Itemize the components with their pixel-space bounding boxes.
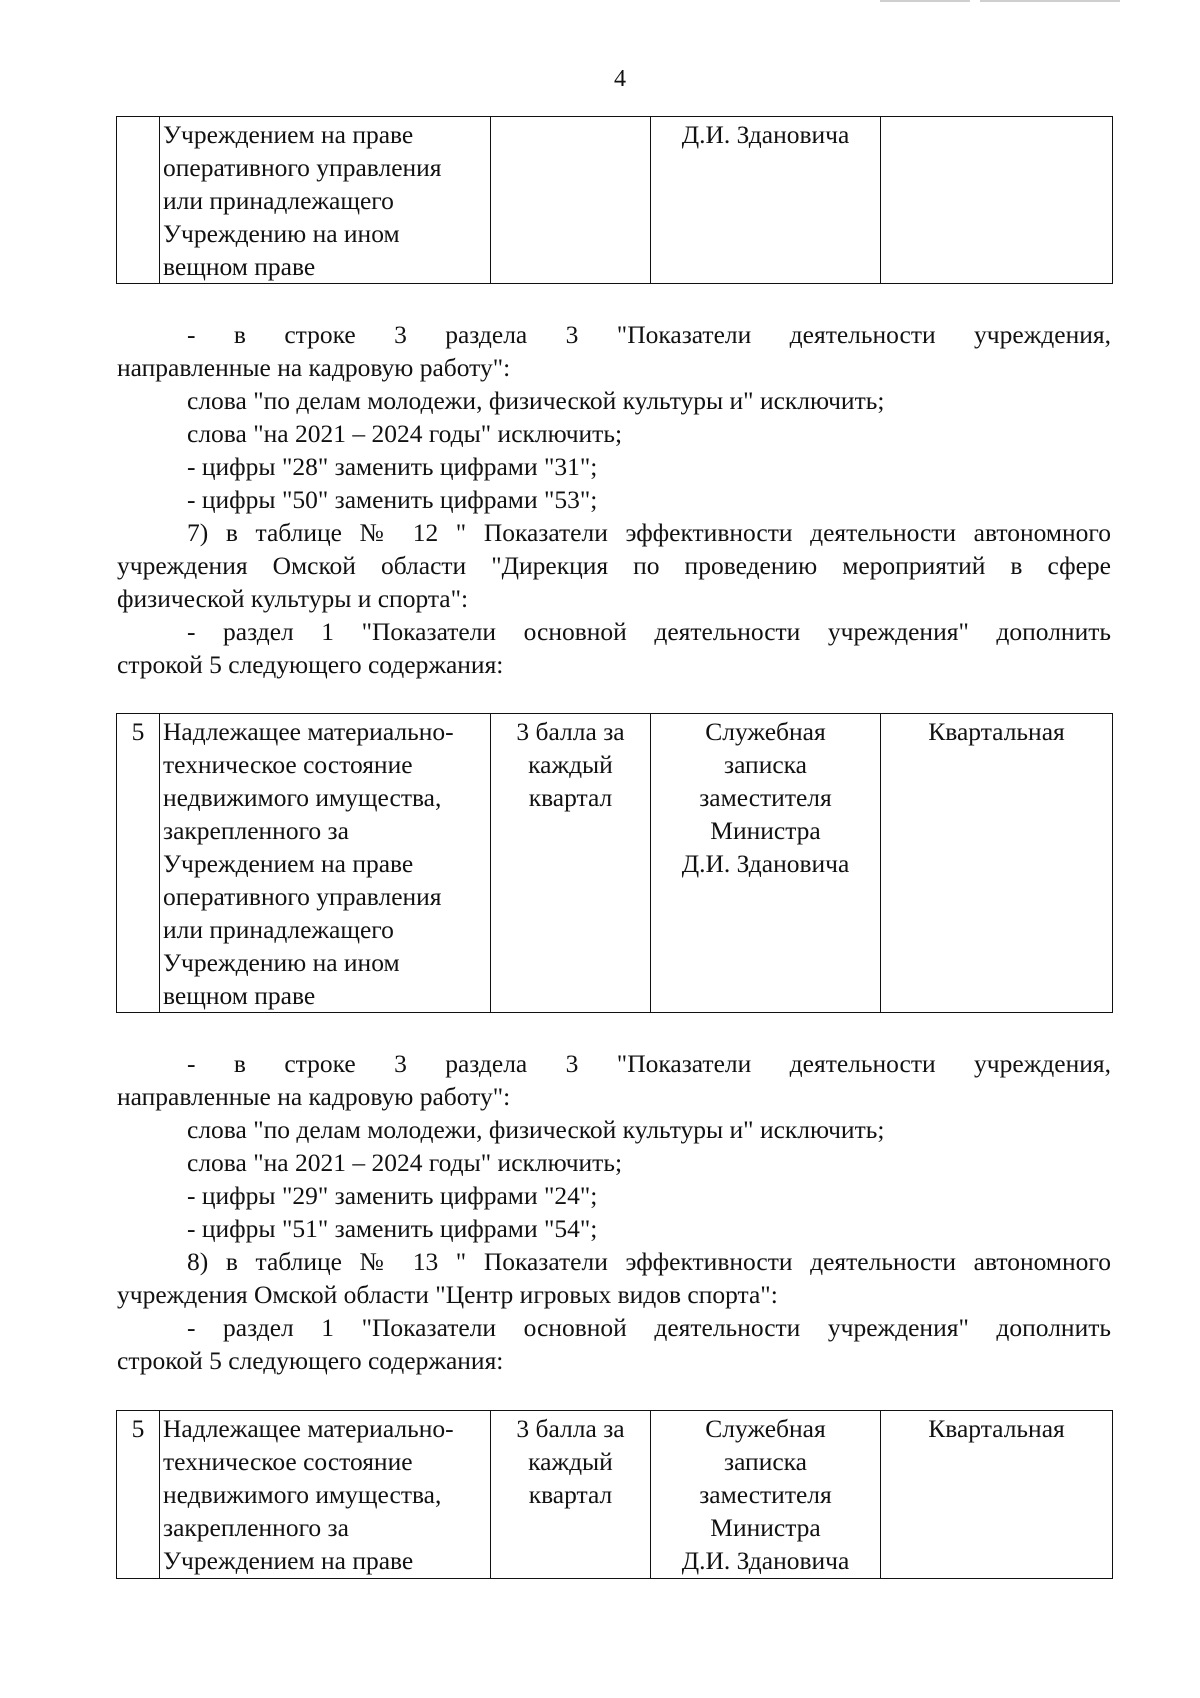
row-number-cell (117, 117, 160, 284)
amendment-text-block (117, 1047, 1111, 1377)
cell-line: Служебная (705, 717, 826, 746)
scan-artifact (980, 0, 1120, 2)
indicator-cell (160, 117, 491, 284)
cell-line: оперативного управления (163, 153, 442, 182)
cell-line: Надлежащее материально- (163, 717, 454, 746)
cell-line: закрепленного за (163, 1513, 349, 1542)
paragraph-line: - в строке 3 раздела 3 "Показатели деятельности учреждения, (187, 1049, 1111, 1078)
cell-line: записка (724, 750, 807, 779)
paragraph-line: строкой 5 следующего содержания: (117, 650, 504, 679)
cell-line: или принадлежащего (163, 186, 394, 215)
cell-line: техническое состояние (163, 750, 413, 779)
indicator-table-continuation (116, 116, 1113, 284)
period-cell: Квартальная (881, 714, 1113, 1013)
cell-line: Учреждению на ином (163, 948, 400, 977)
cell-line: или принадлежащего (163, 915, 394, 944)
list-item: - цифры "51" заменить цифрами "54"; (187, 1214, 598, 1243)
indicator-cell (160, 1411, 491, 1579)
cell-line: вещном праве (163, 252, 316, 281)
paragraph-line: учреждения Омской области "Центр игровых видов спорта": (117, 1280, 778, 1309)
cell-line: Учреждением на праве (163, 1546, 414, 1575)
source-cell (651, 1411, 881, 1579)
cell-line: вещном праве (163, 981, 316, 1010)
table-row (117, 714, 1113, 1013)
paragraph-line: учреждения Омской области "Дирекция по проведению мероприятий в сфере (117, 551, 1111, 580)
cell-line: Надлежащее материально- (163, 1414, 454, 1443)
list-item: слова "по делам молодежи, физической культуры и" исключить; (187, 1115, 885, 1144)
cell-line: Служебная (705, 1414, 826, 1443)
list-item: - цифры "28" заменить цифрами "31"; (187, 452, 598, 481)
source-cell (651, 117, 881, 284)
cell-line: 3 балла за (516, 1414, 625, 1443)
cell-line: закрепленного за (163, 816, 349, 845)
cell-line: каждый (528, 1447, 613, 1476)
paragraph-line: направленные на кадровую работу": (117, 1082, 511, 1111)
cell-line: Д.И. Здановича (681, 1546, 850, 1575)
cell-line: недвижимого имущества, (163, 783, 442, 812)
indicator-cell (160, 714, 491, 1013)
cell-line: Д.И. Здановича (681, 120, 850, 149)
paragraph-line: физической культуры и спорта": (117, 584, 469, 613)
paragraph-line: - раздел 1 "Показатели основной деятельности учреждения" дополнить (187, 617, 1111, 646)
cell-line: записка (724, 1447, 807, 1476)
cell-line: Министра (710, 816, 821, 845)
paragraph-line: направленные на кадровую работу": (117, 353, 511, 382)
cell-line: каждый (528, 750, 613, 779)
cell-line: Учреждением на праве (163, 120, 414, 149)
list-item: слова "на 2021 – 2024 годы" исключить; (187, 419, 623, 448)
list-item: слова "на 2021 – 2024 годы" исключить; (187, 1148, 623, 1177)
score-cell (491, 1411, 651, 1579)
cell-line: техническое состояние (163, 1447, 413, 1476)
list-item: - цифры "29" заменить цифрами "24"; (187, 1181, 598, 1210)
period-cell: Квартальная (881, 1411, 1113, 1579)
cell-line: Учреждением на праве (163, 849, 414, 878)
page-number: 4 (614, 66, 626, 92)
cell-line: заместителя (699, 783, 832, 812)
period-cell (881, 117, 1113, 284)
scan-artifact (880, 0, 970, 2)
paragraph-line: 8) в таблице № 13 " Показатели эффективности деятельности автономного (187, 1247, 1111, 1276)
cell-line: Учреждению на ином (163, 219, 400, 248)
score-cell (491, 117, 651, 284)
list-item: слова "по делам молодежи, физической культуры и" исключить; (187, 386, 885, 415)
amendment-text-block (117, 318, 1111, 681)
cell-line: Министра (710, 1513, 821, 1542)
cell-line: оперативного управления (163, 882, 442, 911)
indicator-table-13-row-5 (116, 1410, 1113, 1579)
table-row (117, 117, 1113, 284)
list-item: - цифры "50" заменить цифрами "53"; (187, 485, 598, 514)
row-number-cell: 5 (117, 1411, 160, 1579)
indicator-table-12-row-5 (116, 713, 1113, 1013)
cell-line: квартал (528, 1480, 613, 1509)
paragraph-line: - раздел 1 "Показатели основной деятельности учреждения" дополнить (187, 1313, 1111, 1342)
source-cell (651, 714, 881, 1013)
score-cell (491, 714, 651, 1013)
paragraph-line: 7) в таблице № 12 " Показатели эффективности деятельности автономного (187, 518, 1111, 547)
table-row (117, 1411, 1113, 1579)
cell-line: Д.И. Здановича (681, 849, 850, 878)
cell-line: 3 балла за (516, 717, 625, 746)
paragraph-line: строкой 5 следующего содержания: (117, 1346, 504, 1375)
row-number-cell: 5 (117, 714, 160, 1013)
cell-line: заместителя (699, 1480, 832, 1509)
paragraph-line: - в строке 3 раздела 3 "Показатели деятельности учреждения, (187, 320, 1111, 349)
cell-line: недвижимого имущества, (163, 1480, 442, 1509)
cell-line: квартал (528, 783, 613, 812)
